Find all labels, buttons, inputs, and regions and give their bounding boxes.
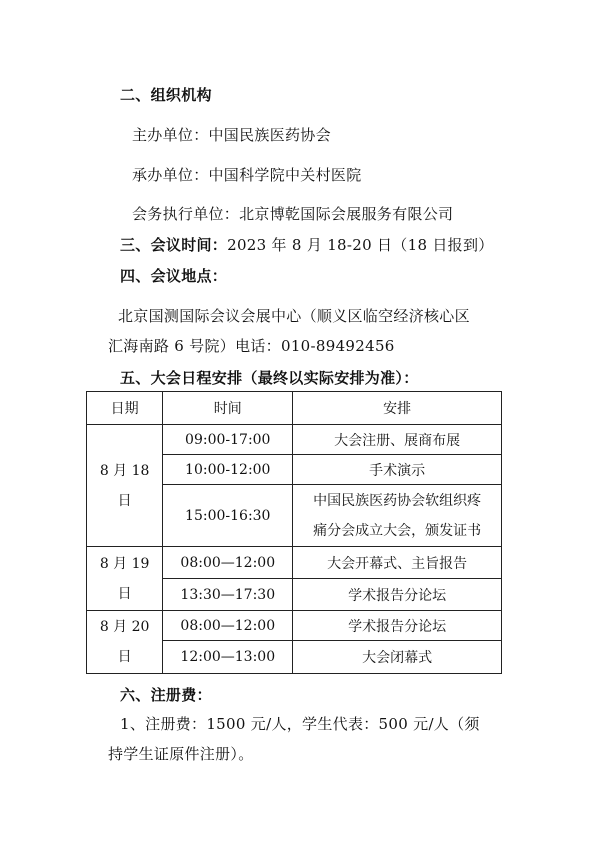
fee-line1: 1、注册费：1500 元/人，学生代表：500 元/人（须	[120, 715, 480, 733]
meeting-time-line	[120, 234, 494, 255]
date-day3-line2: 日	[117, 649, 132, 665]
table-row	[87, 425, 502, 455]
section-heading-schedule: 五、大会日程安排（最终以实际安排为准）：	[120, 369, 419, 387]
date-day1-line2: 日	[117, 492, 132, 509]
time-cell: 15:00-16:30	[163, 485, 293, 547]
venue-address-line1: 北京国测国际会议会展中心（顺义区临空经济核心区	[118, 307, 470, 325]
table-row	[87, 611, 502, 641]
venue-address-line2: 汇海南路 6 号院）电话：010-89492456	[108, 337, 395, 355]
fee-line2: 持学生证原件注册）。	[108, 745, 254, 763]
executor-unit: 会务执行单位：北京博乾国际会展服务有限公司	[132, 205, 454, 223]
arrangement-line1: 中国民族医药协会软组织疼	[313, 492, 482, 509]
date-day2-line2: 日	[117, 585, 132, 602]
arrangement-cell: 大会闭幕式	[293, 641, 502, 674]
section-heading-time: 三、会议时间：	[120, 236, 228, 254]
date-day1-line1: 8 月 18	[99, 462, 150, 479]
organizer-unit: 承办单位：中国科学院中关村医院	[132, 166, 362, 184]
time-cell: 13:30—17:30	[163, 579, 293, 611]
time-cell: 08:00—12:00	[163, 547, 293, 579]
arrangement-cell: 学术报告分论坛	[293, 579, 502, 611]
arrangement-cell: 大会开幕式、主旨报告	[293, 547, 502, 579]
time-cell: 08:00—12:00	[163, 611, 293, 641]
time-cell: 12:00—13:00	[163, 641, 293, 674]
arrangement-line2: 痛分会成立大会，颁发证书	[313, 522, 482, 539]
arrangement-cell: 学术报告分论坛	[293, 611, 502, 641]
date-cell-day3	[87, 611, 163, 674]
header-date: 日期	[87, 392, 163, 425]
arrangement-cell: 手术演示	[293, 455, 502, 485]
date-day3-line1: 8 月 20	[99, 619, 150, 635]
table-header-row	[87, 392, 502, 425]
meeting-time-value: 2023 年 8 月 18-20 日（18 日报到）	[227, 236, 494, 254]
host-unit: 主办单位：中国民族医药协会	[132, 126, 331, 144]
arrangement-cell: 大会注册、展商布展	[293, 425, 502, 455]
section-heading-fee: 六、注册费：	[120, 686, 212, 704]
table-row	[87, 547, 502, 579]
time-cell: 10:00-12:00	[163, 455, 293, 485]
time-cell: 09:00-17:00	[163, 425, 293, 455]
arrangement-cell	[293, 485, 502, 547]
section-heading-venue: 四、会议地点：	[120, 267, 228, 285]
date-day2-line1: 8 月 19	[99, 555, 150, 572]
section-heading-organization: 二、组织机构	[120, 86, 212, 104]
schedule-table	[86, 391, 502, 674]
header-time: 时间	[163, 392, 293, 425]
date-cell-day2	[87, 547, 163, 611]
date-cell-day1	[87, 425, 163, 547]
header-arrangement: 安排	[293, 392, 502, 425]
